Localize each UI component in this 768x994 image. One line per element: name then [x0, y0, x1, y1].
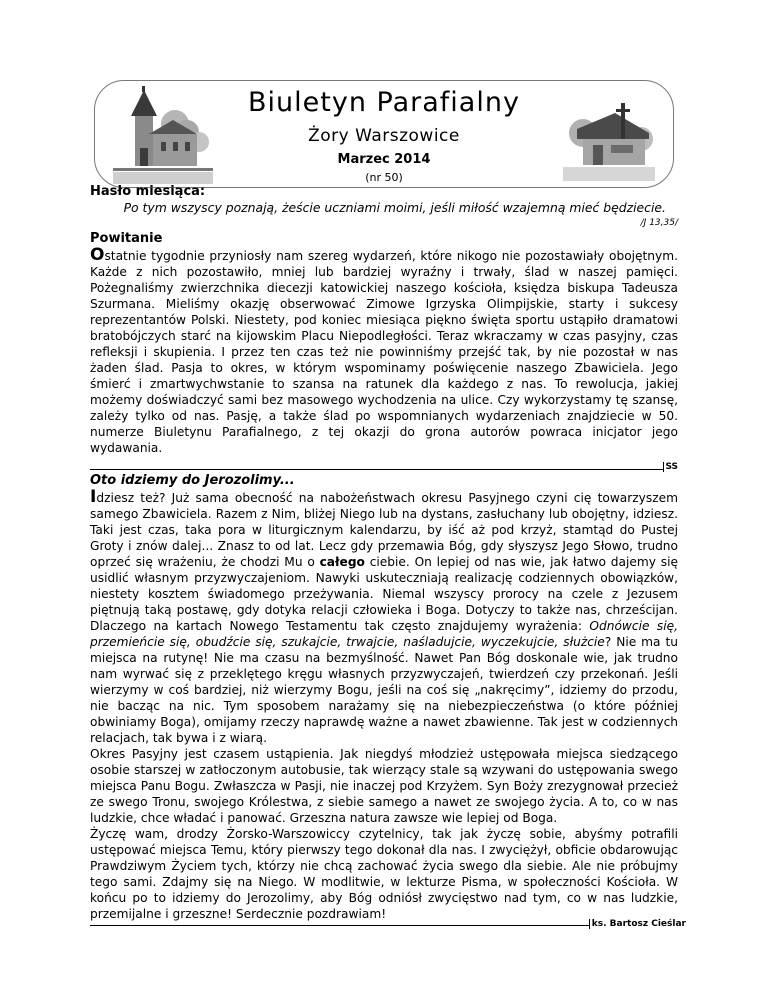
greeting-body: statnie tygodnie przyniosły nam szereg wydarzeń, które nikogo nie pozostawiały obojętnym. Każde z nich pozostawiło, mniej lub bardziej wyraźny i trwały, ślad w naszej pamięci. Pożegnaliśmy zwierzchnika diecezji katowickiej naszego kościoła, księdza biskupa Tadeusza Szurmana. Mieliśmy okazję obserwować Zimowe Igrzyska Olimpijskie, starty i sukcesy reprezentantów Polski. Niestety, pod koniec miesiąca piękno święta sportu ustąpiło dramatowi bratobójczych starć na kijowskim Placu Niepodległości. Teraz wkraczamy w czas pasyjny, czas refleksji i skupienia. I przez ten czas też nie powinniśmy przejść tak, by nie pozostał w nas żaden ślad. Pasja to okres, w którym wspominamy poświęcenie naszego Zbawiciela. Jego śmierć i zmartwychwstanie to szansa na ratunek dla każdego z nas. To rewolucja, jakiej możemy doświadczyć sami bez masowego wychodzenia na ulice. Czy wykorzystamy tę szansę, zależy tylko od nas. Pasję, a także ślad po wspomnianych wydarzeniach znajdziecie w 50. numerze Biuletynu Parafialnego, z tej okazji do grona autorów powraca inicjator jego wydawania.: [90, 249, 678, 455]
greeting-dropcap: O: [90, 245, 105, 265]
motto-quote: Po tym wszyscy poznają, żeście uczniami moimi, jeśli miłość wzajemną mieć będziecie.: [123, 200, 666, 215]
motto-heading: Hasło miesiąca:: [90, 184, 206, 199]
article-divider: [90, 919, 686, 929]
article-paragraph-3: Życzę wam, drodzy Żorsko-Warszowiccy czytelnicy, tak jak życzę sobie, abyśmy potrafili ustępować miejsca Temu, który pierwszy tego dokonał dla nas. I zwyciężył, obficie obdarowując Prawdziwym Życiem tych, którzy nie chcą zachować życia swego dla siebie. Ale nie próbujmy tego sami. Zdajmy się na Niego. W modlitwie, w lekturze Pisma, w społeczności Kościoła. W końcu po to idziemy do Jerozolimy, aby Bóg odniósł zwycięstwo nad tym, co w nas ludzkie, przemijalne i grzeszne! Serdecznie pozdrawiam!: [90, 827, 678, 921]
article-p1-italic: Odnówcie się, przemieńcie się, obudźcie się, szukajcie, trwajcie, naśladujcie, wyczekujcie, służcie: [90, 619, 678, 649]
article-paragraph-1: [90, 489, 678, 746]
greeting-heading: Powitanie: [90, 231, 163, 246]
article-p1-a: dziesz też? Już sama obecność na nabożeństwach okresu Pasyjnego czyni cię towarzyszem samego Zbawiciela. Razem z Nim, bliżej Niego lub na dystans, zasłuchany lub obojętny, idziesz. Taki jest czas, taka pora w liturgicznym kalendarzu, by iść aż pod krzyż, stamtąd do Pustej Groty i znów dalej... Znasz to od lat. Lecz gdy przemawia Bóg, gdy słyszysz Jego Słowo, trudno oprzeć się wrażeniu, że chodzi Mu o: [90, 491, 678, 569]
issue-date: Marzec 2014: [337, 152, 431, 167]
article-signature: ks. Bartosz Cieślar: [589, 919, 686, 929]
greeting-text: [90, 247, 678, 456]
parish-location: Żory Warszowice: [308, 126, 460, 146]
article-paragraph-2: Okres Pasyjny jest czasem ustąpienia. Jak niegdyś młodzież ustępowała miejsca siedzącego osobie starszej w zatłoczonym autobusie, tak wierzący stale są wzywani do ustępowania swego miejsca Panu Bogu. Zwłaszcza w Pasji, nie inaczej pod Krzyżem. Syn Boży zrezygnował przecież ze swego Tronu, swojego Królestwa, z siebie samego a nawet ze swojego życia. A to, co w nas ludzkie, chce władać i panować. Grzeszna natura zawsze wie lepiej od Boga.: [90, 747, 678, 825]
greeting-divider: [90, 456, 678, 470]
article-p1-c: ? Nie ma tu miejsca na rutynę! Nie ma czasu na bezmyślność. Nawet Pan Bóg doskonale wie, jak trudno nam wyrwać się z przeklętego kręgu własnych przyzwyczajeń, twierdzeń czy przekonań. Jeśli wierzymy w coś bardziej, niż wierzymy Bogu, jeśli na coś się „nakręcimy”, idziemy do przodu, nie bacząc na nic. Tym sposobem narażamy się na niebezpieczeństwa (o które później obwiniamy Boga), omijamy rzeczy naprawdę ważne a nawet zbawienne. Tak jest w codziennych relacjach, tak bywa i z wiarą.: [90, 635, 678, 745]
masthead: [94, 80, 674, 188]
article-dropcap: I: [90, 487, 97, 507]
article-p1-bold: całego: [319, 555, 365, 569]
bulletin-title: Biuletyn Parafialny: [248, 87, 520, 118]
modern-church-illustration: [563, 89, 655, 181]
article-title: Oto idziemy do Jerozolimy...: [90, 473, 295, 488]
issue-number: (nr 50): [365, 171, 403, 184]
article-p1-b: ciebie. On lepiej od nas wie, jak łatwo dajemy się usidlić własnym przyzwyczajeniom. Nawyki uskuteczniają realizację codziennych obowiązków, niestety kosztem świadomego przeżywania. Niemal wszyscy prorocy na czele z Jezusem piętnują taką postawę, gdy dotyka relacji człowieka i Boga. Dotyczy to także nas, chrześcijan. Dlaczego na kartach Nowego Testamentu tak często znajdujemy wyrażenia:: [90, 555, 678, 633]
bulletin-content: [90, 184, 686, 929]
motto-reference: /J 13,35/: [640, 218, 678, 228]
greeting-signature: SS: [665, 462, 678, 472]
